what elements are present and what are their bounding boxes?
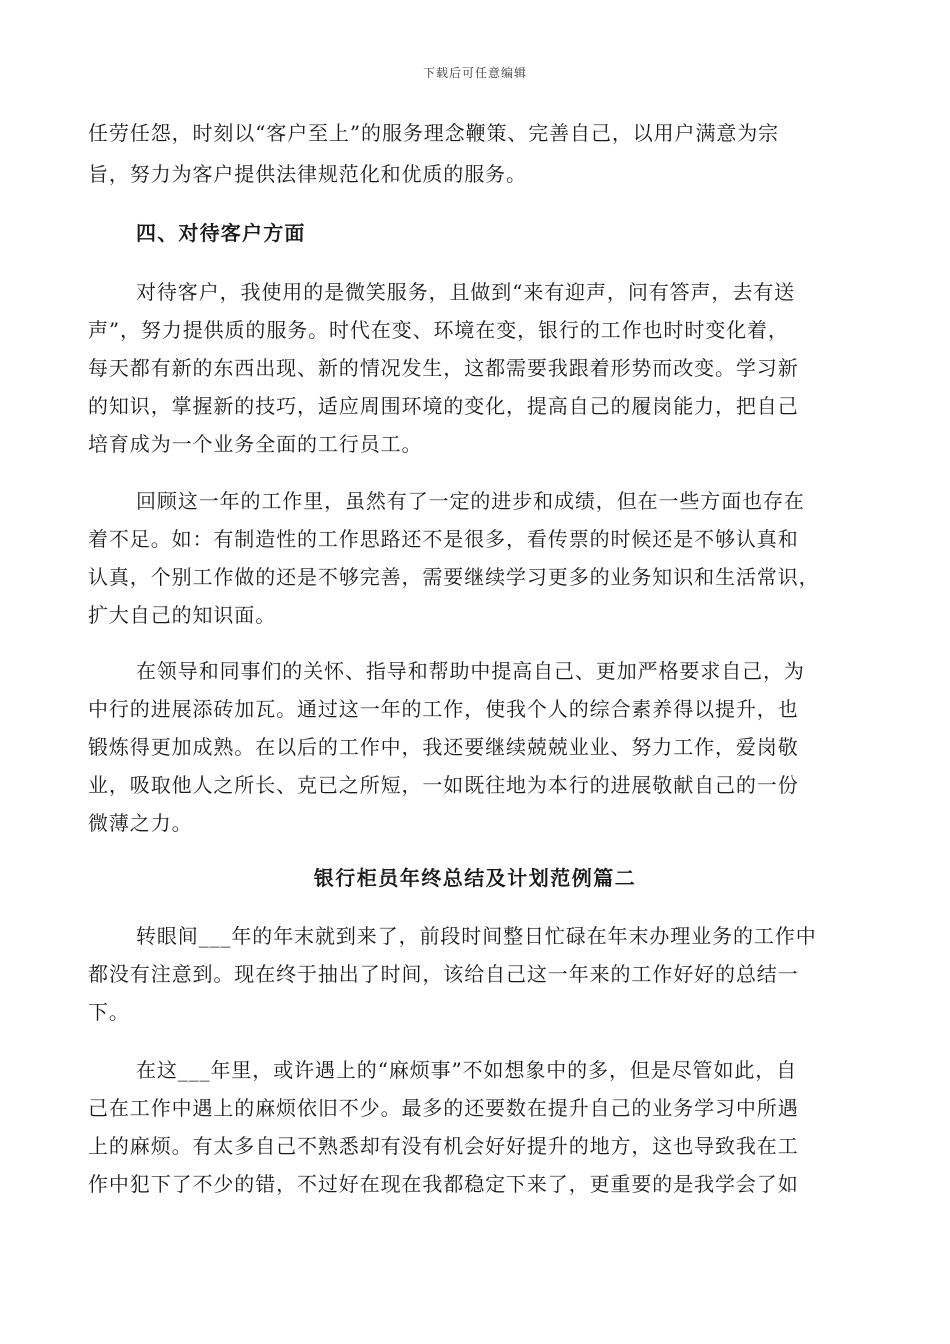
body-text-line: 己在工作中遇上的麻烦依旧不少。最多的还要数在提升自己的业务学习中所遇 [88, 1096, 799, 1120]
body-text-line: 的知识，掌握新的技巧，适应周围环境的变化，提高自己的履岗能力，把自己 [88, 394, 799, 418]
section-heading: 四、对待客户方面 [136, 221, 306, 245]
body-text-line: 每天都有新的东西出现、新的情况发生，这都需要我跟着形势而改变。学习新 [88, 356, 799, 380]
body-text-line: 任劳任怨，时刻以“客户至上”的服务理念鞭策、完善自己，以用户满意为宗 [88, 121, 780, 145]
body-text-line: 着不足。如：有制造性的工作思路还不是很多，看传票的时候还是不够认真和 [88, 527, 799, 551]
body-text-line: 认真，个别工作做的还是不够完善，需要继续学习更多的业务知识和生活常识， [88, 565, 820, 589]
body-text-line: 回顾这一年的工作里，虽然有了一定的进步和成绩，但在一些方面也存在 [136, 489, 805, 513]
body-text-line: 转眼间___年的年末就到来了，前段时间整日忙碌在年末办理业务的工作中 [136, 924, 817, 948]
body-text-line: 对待客户，我使用的是微笑服务，且做到“来有迎声，问有答声，去有送 [136, 280, 796, 304]
body-text-line: 上的麻烦。有太多自己不熟悉却有没有机会好好提升的地方，这也导致我在工 [88, 1134, 799, 1158]
body-text-line: 锻炼得更加成熟。在以后的工作中，我还要继续兢兢业业、努力工作，爱岗敬 [88, 735, 799, 759]
page-header: 下载后可任意编辑 [422, 66, 527, 80]
body-text-line: 都没有注意到。现在终于抽出了时间，该给自己这一年来的工作好好的总结一 [88, 962, 799, 986]
body-text-line: 扩大自己的知识面。 [88, 603, 277, 627]
body-text-line: 声”，努力提供质的服务。时代在变、环境在变，银行的工作也时时变化着， [88, 318, 789, 342]
body-text-line: 在这___年里，或许遇上的“麻烦事”不如想象中的多，但是尽管如此，自 [136, 1058, 798, 1082]
body-text-line: 中行的进展添砖加瓦。通过这一年的工作，使我个人的综合素养得以提升，也 [88, 697, 799, 721]
article-title: 银行柜员年终总结及计划范例篇二 [313, 866, 637, 890]
body-text-line: 业，吸取他人之所长、克已之所短，一如既往地为本行的进展敬献自己的一份 [88, 773, 799, 797]
body-text-line: 培育成为一个业务全面的工行员工。 [88, 432, 423, 456]
body-text-line: 在领导和同事们的关怀、指导和帮助中提高自己、更加严格要求自己，为 [136, 659, 805, 683]
body-text-line: 旨，努力为客户提供法律规范化和优质的服务。 [88, 162, 527, 186]
body-text-line: 作中犯下了不少的错，不过好在现在我都稳定下来了，更重要的是我学会了如 [88, 1172, 799, 1196]
body-text-line: 微薄之力。 [88, 811, 193, 835]
body-text-line: 下。 [88, 1000, 130, 1024]
